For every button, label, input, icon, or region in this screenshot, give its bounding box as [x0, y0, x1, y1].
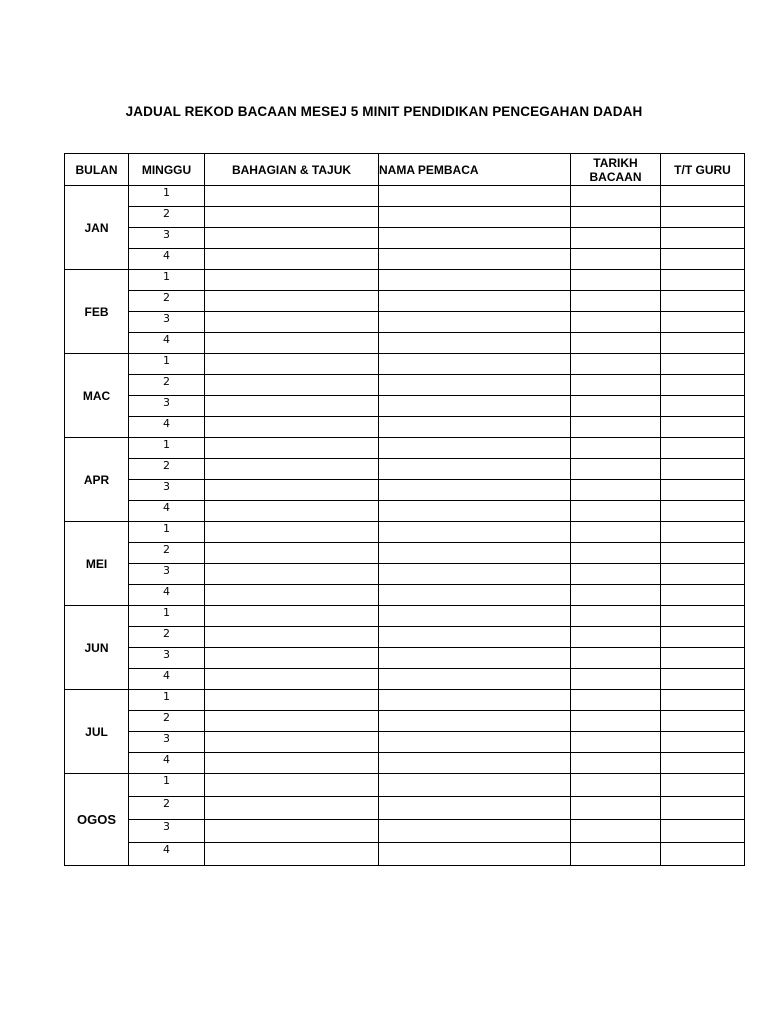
table-row — [65, 843, 745, 866]
bahagian-cell[interactable] — [205, 732, 379, 753]
tt-guru-cell[interactable] — [661, 354, 745, 375]
table-row — [65, 690, 745, 711]
table-row — [65, 207, 745, 228]
week-cell: 1 — [129, 354, 205, 375]
week-cell: 4 — [129, 501, 205, 522]
table-body — [65, 186, 745, 866]
week-cell: 3 — [129, 312, 205, 333]
tarikh-cell[interactable] — [571, 627, 661, 648]
nama-cell[interactable] — [379, 690, 571, 711]
week-cell: 1 — [129, 438, 205, 459]
tt-guru-cell[interactable] — [661, 711, 745, 732]
tarikh-cell[interactable] — [571, 459, 661, 480]
nama-cell[interactable] — [379, 186, 571, 207]
reading-record-table — [64, 153, 745, 866]
tt-guru-cell[interactable] — [661, 249, 745, 270]
tt-guru-cell[interactable] — [661, 820, 745, 843]
week-cell: 4 — [129, 249, 205, 270]
table-row — [65, 543, 745, 564]
tt-guru-cell[interactable] — [661, 843, 745, 866]
week-cell: 2 — [129, 627, 205, 648]
week-cell: 4 — [129, 333, 205, 354]
month-cell: JUN — [65, 606, 129, 690]
table-row — [65, 291, 745, 312]
tt-guru-cell[interactable] — [661, 375, 745, 396]
nama-cell[interactable] — [379, 753, 571, 774]
bahagian-cell[interactable] — [205, 711, 379, 732]
tt-guru-cell[interactable] — [661, 669, 745, 690]
nama-cell[interactable] — [379, 585, 571, 606]
table-row — [65, 249, 745, 270]
bahagian-cell[interactable] — [205, 690, 379, 711]
bahagian-cell[interactable] — [205, 354, 379, 375]
tarikh-cell[interactable] — [571, 501, 661, 522]
table-row — [65, 480, 745, 501]
tt-guru-cell[interactable] — [661, 291, 745, 312]
tt-guru-cell[interactable] — [661, 543, 745, 564]
tt-guru-cell[interactable] — [661, 186, 745, 207]
tt-guru-cell[interactable] — [661, 459, 745, 480]
tt-guru-cell[interactable] — [661, 753, 745, 774]
week-cell: 3 — [129, 564, 205, 585]
header-tt-guru: T/T GURU — [661, 154, 745, 186]
bahagian-cell[interactable] — [205, 543, 379, 564]
nama-cell[interactable] — [379, 732, 571, 753]
tt-guru-cell[interactable] — [661, 480, 745, 501]
nama-cell[interactable] — [379, 648, 571, 669]
tarikh-cell[interactable] — [571, 312, 661, 333]
table-row — [65, 375, 745, 396]
nama-cell[interactable] — [379, 375, 571, 396]
week-cell: 3 — [129, 732, 205, 753]
week-cell: 1 — [129, 186, 205, 207]
week-cell: 2 — [129, 459, 205, 480]
nama-cell[interactable] — [379, 820, 571, 843]
month-cell: OGOS — [65, 774, 129, 866]
table-row — [65, 669, 745, 690]
week-cell: 2 — [129, 543, 205, 564]
table-row — [65, 753, 745, 774]
bahagian-cell[interactable] — [205, 438, 379, 459]
week-cell: 2 — [129, 207, 205, 228]
nama-cell[interactable] — [379, 438, 571, 459]
tt-guru-cell[interactable] — [661, 522, 745, 543]
nama-cell[interactable] — [379, 627, 571, 648]
tt-guru-cell[interactable] — [661, 585, 745, 606]
week-cell: 2 — [129, 797, 205, 820]
nama-cell[interactable] — [379, 564, 571, 585]
tarikh-cell[interactable] — [571, 797, 661, 820]
header-bulan: BULAN — [65, 154, 129, 186]
nama-cell[interactable] — [379, 669, 571, 690]
bahagian-cell[interactable] — [205, 585, 379, 606]
week-cell: 2 — [129, 291, 205, 312]
table-row — [65, 732, 745, 753]
tarikh-cell[interactable] — [571, 711, 661, 732]
tt-guru-cell[interactable] — [661, 228, 745, 249]
table-row — [65, 522, 745, 543]
nama-cell[interactable] — [379, 774, 571, 797]
bahagian-cell[interactable] — [205, 270, 379, 291]
bahagian-cell[interactable] — [205, 753, 379, 774]
tarikh-cell[interactable] — [571, 669, 661, 690]
week-cell: 4 — [129, 585, 205, 606]
tt-guru-cell[interactable] — [661, 648, 745, 669]
week-cell: 1 — [129, 690, 205, 711]
week-cell: 1 — [129, 606, 205, 627]
nama-cell[interactable] — [379, 459, 571, 480]
tarikh-cell[interactable] — [571, 333, 661, 354]
bahagian-cell[interactable] — [205, 186, 379, 207]
bahagian-cell[interactable] — [205, 207, 379, 228]
bahagian-cell[interactable] — [205, 396, 379, 417]
month-cell: APR — [65, 438, 129, 522]
nama-cell[interactable] — [379, 291, 571, 312]
week-cell: 3 — [129, 228, 205, 249]
header-bahagian-tajuk: BAHAGIAN & TAJUK — [205, 154, 379, 186]
tt-guru-cell[interactable] — [661, 690, 745, 711]
week-cell: 2 — [129, 711, 205, 732]
nama-cell[interactable] — [379, 522, 571, 543]
nama-cell[interactable] — [379, 270, 571, 291]
tarikh-cell[interactable] — [571, 375, 661, 396]
bahagian-cell[interactable] — [205, 375, 379, 396]
nama-cell[interactable] — [379, 207, 571, 228]
tarikh-cell[interactable] — [571, 270, 661, 291]
page-title: JADUAL REKOD BACAAN MESEJ 5 MINIT PENDIDIKAN PENCEGAHAN DADAH — [125, 104, 643, 119]
tarikh-cell[interactable] — [571, 732, 661, 753]
nama-cell[interactable] — [379, 543, 571, 564]
tt-guru-cell[interactable] — [661, 396, 745, 417]
tt-guru-cell[interactable] — [661, 207, 745, 228]
tarikh-cell[interactable] — [571, 843, 661, 866]
tarikh-cell[interactable] — [571, 774, 661, 797]
bahagian-cell[interactable] — [205, 249, 379, 270]
header-tarikh-bacaan — [571, 154, 661, 186]
tarikh-cell[interactable] — [571, 291, 661, 312]
nama-cell[interactable] — [379, 228, 571, 249]
month-cell: FEB — [65, 270, 129, 354]
tarikh-cell[interactable] — [571, 753, 661, 774]
bahagian-cell[interactable] — [205, 843, 379, 866]
table-row — [65, 438, 745, 459]
bahagian-cell[interactable] — [205, 480, 379, 501]
bahagian-cell[interactable] — [205, 228, 379, 249]
table-row — [65, 270, 745, 291]
week-cell: 3 — [129, 396, 205, 417]
nama-cell[interactable] — [379, 249, 571, 270]
table-row — [65, 648, 745, 669]
bahagian-cell[interactable] — [205, 333, 379, 354]
header-minggu: MINGGU — [129, 154, 205, 186]
week-cell: 2 — [129, 375, 205, 396]
tarikh-cell[interactable] — [571, 354, 661, 375]
nama-cell[interactable] — [379, 843, 571, 866]
nama-cell[interactable] — [379, 711, 571, 732]
nama-cell[interactable] — [379, 480, 571, 501]
week-cell: 3 — [129, 820, 205, 843]
bahagian-cell[interactable] — [205, 774, 379, 797]
nama-cell[interactable] — [379, 606, 571, 627]
bahagian-cell[interactable] — [205, 291, 379, 312]
table-row — [65, 774, 745, 797]
table-row — [65, 627, 745, 648]
bahagian-cell[interactable] — [205, 606, 379, 627]
week-cell: 1 — [129, 774, 205, 797]
nama-cell[interactable] — [379, 354, 571, 375]
nama-cell[interactable] — [379, 333, 571, 354]
week-cell: 4 — [129, 669, 205, 690]
table-row — [65, 333, 745, 354]
table-row — [65, 501, 745, 522]
bahagian-cell[interactable] — [205, 627, 379, 648]
tarikh-cell[interactable] — [571, 438, 661, 459]
tarikh-cell[interactable] — [571, 396, 661, 417]
table-row — [65, 564, 745, 585]
bahagian-cell[interactable] — [205, 312, 379, 333]
nama-cell[interactable] — [379, 396, 571, 417]
tt-guru-cell[interactable] — [661, 438, 745, 459]
tarikh-cell[interactable] — [571, 585, 661, 606]
week-cell: 4 — [129, 843, 205, 866]
table-row — [65, 417, 745, 438]
bahagian-cell[interactable] — [205, 669, 379, 690]
month-cell: MAC — [65, 354, 129, 438]
table-row — [65, 585, 745, 606]
tarikh-cell[interactable] — [571, 522, 661, 543]
header-nama-pembaca: NAMA PEMBACA — [379, 154, 571, 186]
header-tarikh-line1: TARIKH — [593, 155, 638, 170]
table-row — [65, 459, 745, 480]
table-row — [65, 711, 745, 732]
bahagian-cell[interactable] — [205, 564, 379, 585]
tt-guru-cell[interactable] — [661, 564, 745, 585]
nama-cell[interactable] — [379, 501, 571, 522]
nama-cell[interactable] — [379, 312, 571, 333]
tt-guru-cell[interactable] — [661, 501, 745, 522]
week-cell: 1 — [129, 270, 205, 291]
tarikh-cell[interactable] — [571, 820, 661, 843]
tt-guru-cell[interactable] — [661, 797, 745, 820]
table-row — [65, 606, 745, 627]
nama-cell[interactable] — [379, 417, 571, 438]
month-cell: MEI — [65, 522, 129, 606]
week-cell: 3 — [129, 648, 205, 669]
tt-guru-cell[interactable] — [661, 270, 745, 291]
table-row — [65, 186, 745, 207]
table-header-row — [65, 154, 745, 186]
bahagian-cell[interactable] — [205, 501, 379, 522]
week-cell: 4 — [129, 753, 205, 774]
table-row — [65, 312, 745, 333]
tt-guru-cell[interactable] — [661, 732, 745, 753]
month-cell: JUL — [65, 690, 129, 774]
tarikh-cell[interactable] — [571, 186, 661, 207]
tarikh-cell[interactable] — [571, 648, 661, 669]
bahagian-cell[interactable] — [205, 417, 379, 438]
bahagian-cell[interactable] — [205, 522, 379, 543]
nama-cell[interactable] — [379, 797, 571, 820]
tarikh-cell[interactable] — [571, 249, 661, 270]
tarikh-cell[interactable] — [571, 417, 661, 438]
bahagian-cell[interactable] — [205, 797, 379, 820]
tarikh-cell[interactable] — [571, 690, 661, 711]
header-tarikh-line2: BACAAN — [589, 169, 642, 184]
tt-guru-cell[interactable] — [661, 417, 745, 438]
tarikh-cell[interactable] — [571, 228, 661, 249]
tt-guru-cell[interactable] — [661, 627, 745, 648]
table-row — [65, 820, 745, 843]
tt-guru-cell[interactable] — [661, 606, 745, 627]
month-cell: JAN — [65, 186, 129, 270]
table-row — [65, 396, 745, 417]
week-cell: 1 — [129, 522, 205, 543]
bahagian-cell[interactable] — [205, 820, 379, 843]
week-cell: 3 — [129, 480, 205, 501]
table-row — [65, 797, 745, 820]
tarikh-cell[interactable] — [571, 543, 661, 564]
tt-guru-cell[interactable] — [661, 333, 745, 354]
week-cell: 4 — [129, 417, 205, 438]
bahagian-cell[interactable] — [205, 459, 379, 480]
bahagian-cell[interactable] — [205, 648, 379, 669]
tarikh-cell[interactable] — [571, 606, 661, 627]
tt-guru-cell[interactable] — [661, 774, 745, 797]
tarikh-cell[interactable] — [571, 207, 661, 228]
tarikh-cell[interactable] — [571, 480, 661, 501]
tarikh-cell[interactable] — [571, 564, 661, 585]
table-row — [65, 228, 745, 249]
tt-guru-cell[interactable] — [661, 312, 745, 333]
table-row — [65, 354, 745, 375]
